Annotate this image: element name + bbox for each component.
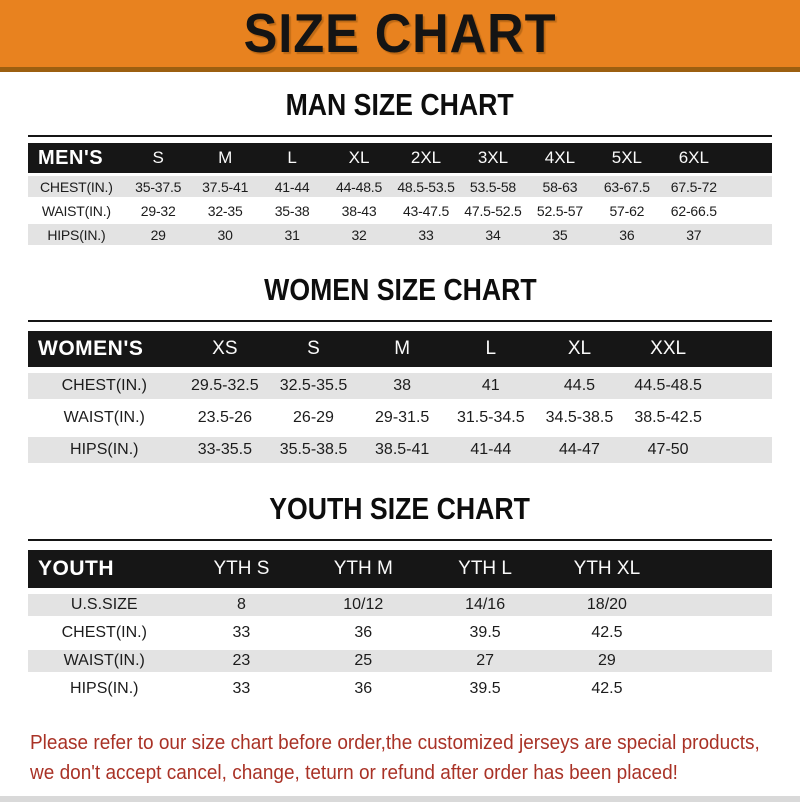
table-cell: 48.5-53.5 — [393, 176, 460, 197]
header-spacer-cell — [712, 331, 772, 367]
size-column-header: 4XL — [526, 143, 593, 173]
section-youth — [0, 491, 800, 706]
size-column-header: M — [358, 331, 447, 367]
bottom-strip — [0, 796, 800, 802]
row-spacer-cell — [727, 200, 772, 221]
table-cell: 35 — [526, 224, 593, 245]
table-cell: 47-50 — [624, 437, 713, 463]
row-spacer-cell — [712, 437, 772, 463]
table-frame-youth — [28, 539, 772, 706]
table-cell: 29-31.5 — [375, 409, 430, 426]
row-spacer-cell — [712, 405, 772, 431]
table-cell: 23 — [181, 650, 303, 672]
row-label: CHEST(IN.) — [61, 624, 147, 641]
table-group-label: YOUTH — [28, 550, 181, 588]
banner — [0, 0, 800, 72]
row-label: WAIST(IN.) — [28, 650, 181, 672]
table-cell: 39.5 — [469, 624, 501, 641]
table-cell: 27 — [424, 650, 546, 672]
size-column-header: XS — [181, 331, 270, 367]
table-cell: 42.5 — [591, 680, 623, 697]
footer-notice — [30, 728, 800, 788]
row-spacer-cell — [712, 373, 772, 399]
table-cell: 39.5 — [469, 680, 501, 697]
table-cell: 31 — [259, 224, 326, 245]
table-cell: 42.5 — [591, 624, 623, 641]
table-cell: 29.5-32.5 — [181, 373, 270, 399]
table-header-row — [28, 331, 772, 367]
table-cell: 62-66.5 — [670, 202, 717, 219]
table-cell: 29 — [546, 650, 668, 672]
section-heading — [0, 87, 800, 123]
table-cell: 8 — [181, 594, 303, 616]
table-row — [28, 176, 772, 197]
table-cell: 30 — [192, 224, 259, 245]
row-spacer-cell — [668, 678, 772, 700]
row-label: HIPS(IN.) — [28, 224, 125, 245]
size-column-header: L — [259, 143, 326, 173]
table-cell: 41 — [446, 373, 535, 399]
section-heading-text: WOMEN SIZE CHART — [263, 272, 537, 307]
row-label: CHEST(IN.) — [28, 373, 181, 399]
row-spacer-cell — [727, 176, 772, 197]
row-label: WAIST(IN.) — [41, 202, 111, 219]
row-label: HIPS(IN.) — [28, 437, 181, 463]
table-row — [28, 373, 772, 399]
table-cell: 33 — [232, 624, 251, 641]
row-spacer-cell — [668, 594, 772, 616]
row-spacer-cell — [727, 224, 772, 245]
table-cell: 36 — [593, 224, 660, 245]
section-heading-text: MAN SIZE CHART — [285, 87, 515, 122]
table-cell: 37 — [660, 224, 727, 245]
row-label: WAIST(IN.) — [63, 409, 145, 426]
table-row — [28, 200, 772, 221]
section-heading — [0, 272, 800, 308]
table-row — [28, 678, 772, 700]
section-men — [0, 87, 800, 248]
table-cell: 31.5-34.5 — [457, 409, 525, 426]
size-column-header: 6XL — [660, 143, 727, 173]
section-heading — [0, 491, 800, 527]
table-cell: 32-35 — [207, 202, 243, 219]
table-cell: 23.5-26 — [197, 409, 252, 426]
table-cell: 38.5-41 — [358, 437, 447, 463]
table-cell: 10/12 — [302, 594, 424, 616]
women-size-table — [28, 325, 772, 469]
size-column-header: 5XL — [593, 143, 660, 173]
row-label: CHEST(IN.) — [28, 176, 125, 197]
row-spacer-cell — [668, 622, 772, 644]
table-cell: 53.5-58 — [459, 176, 526, 197]
table-row — [28, 622, 772, 644]
table-cell: 33 — [232, 680, 251, 697]
table-row — [28, 405, 772, 431]
size-column-header: 2XL — [393, 143, 460, 173]
table-cell: 29 — [125, 224, 192, 245]
table-frame-men — [28, 135, 772, 248]
table-cell: 36 — [354, 680, 373, 697]
table-row — [28, 650, 772, 672]
table-row — [28, 224, 772, 245]
size-column-header: L — [446, 331, 535, 367]
table-cell: 34 — [459, 224, 526, 245]
table-cell: 32.5-35.5 — [269, 373, 358, 399]
table-cell: 34.5-38.5 — [545, 409, 614, 426]
table-cell: 44.5-48.5 — [624, 373, 713, 399]
table-group-label: MEN'S — [28, 143, 125, 173]
table-cell: 63-67.5 — [593, 176, 660, 197]
men-size-table — [28, 140, 772, 248]
table-cell: 52.5-57 — [536, 202, 583, 219]
table-cell: 35.5-38.5 — [269, 437, 358, 463]
row-label: U.S.SIZE — [28, 594, 181, 616]
size-column-header: XXL — [624, 331, 713, 367]
size-column-header: 3XL — [459, 143, 526, 173]
size-column-header: YTH M — [302, 550, 424, 588]
section-women — [0, 272, 800, 469]
table-row — [28, 437, 772, 463]
size-column-header: S — [269, 331, 358, 367]
table-group-label: WOMEN'S — [28, 331, 181, 367]
size-column-header: XL — [535, 331, 624, 367]
size-column-header: YTH S — [181, 550, 303, 588]
header-spacer-cell — [727, 143, 772, 173]
size-chart-sections — [0, 87, 800, 706]
table-cell: 36 — [354, 624, 373, 641]
size-column-header: S — [125, 143, 192, 173]
table-cell: 33-35.5 — [181, 437, 270, 463]
table-cell: 33 — [393, 224, 460, 245]
section-heading-text: YOUTH SIZE CHART — [269, 491, 531, 526]
header-spacer-cell — [668, 550, 772, 588]
notice-line-2: we don't accept cancel, change, teturn or refund after order has been placed! — [30, 762, 678, 784]
table-cell: 44-47 — [535, 437, 624, 463]
table-frame-women — [28, 320, 772, 469]
table-header-row — [28, 550, 772, 588]
notice-line-1: Please refer to our size chart before order,the customized jerseys are special products, — [30, 732, 760, 754]
row-label: HIPS(IN.) — [70, 680, 139, 697]
size-column-header: YTH XL — [546, 550, 668, 588]
youth-size-table — [28, 544, 772, 706]
table-cell: 38 — [358, 373, 447, 399]
table-cell: 41-44 — [259, 176, 326, 197]
table-cell: 44-48.5 — [326, 176, 393, 197]
table-cell: 47.5-52.5 — [464, 202, 522, 219]
table-cell: 57-62 — [609, 202, 645, 219]
table-cell: 41-44 — [446, 437, 535, 463]
table-cell: 25 — [302, 650, 424, 672]
table-header-row — [28, 143, 772, 173]
table-cell: 67.5-72 — [660, 176, 727, 197]
size-column-header: YTH L — [424, 550, 546, 588]
size-column-header: XL — [326, 143, 393, 173]
table-cell: 58-63 — [526, 176, 593, 197]
table-cell: 38-43 — [341, 202, 377, 219]
table-cell: 14/16 — [424, 594, 546, 616]
table-cell: 37.5-41 — [192, 176, 259, 197]
page-title: SIZE CHART — [243, 2, 557, 64]
table-cell: 43-47.5 — [402, 202, 450, 219]
size-column-header: M — [192, 143, 259, 173]
table-cell: 26-29 — [293, 409, 334, 426]
table-cell: 38.5-42.5 — [634, 409, 702, 426]
table-cell: 18/20 — [546, 594, 668, 616]
table-cell: 32 — [326, 224, 393, 245]
table-row — [28, 594, 772, 616]
row-spacer-cell — [668, 650, 772, 672]
table-cell: 44.5 — [535, 373, 624, 399]
table-cell: 35-38 — [274, 202, 310, 219]
table-cell: 29-32 — [140, 202, 176, 219]
table-cell: 35-37.5 — [125, 176, 192, 197]
